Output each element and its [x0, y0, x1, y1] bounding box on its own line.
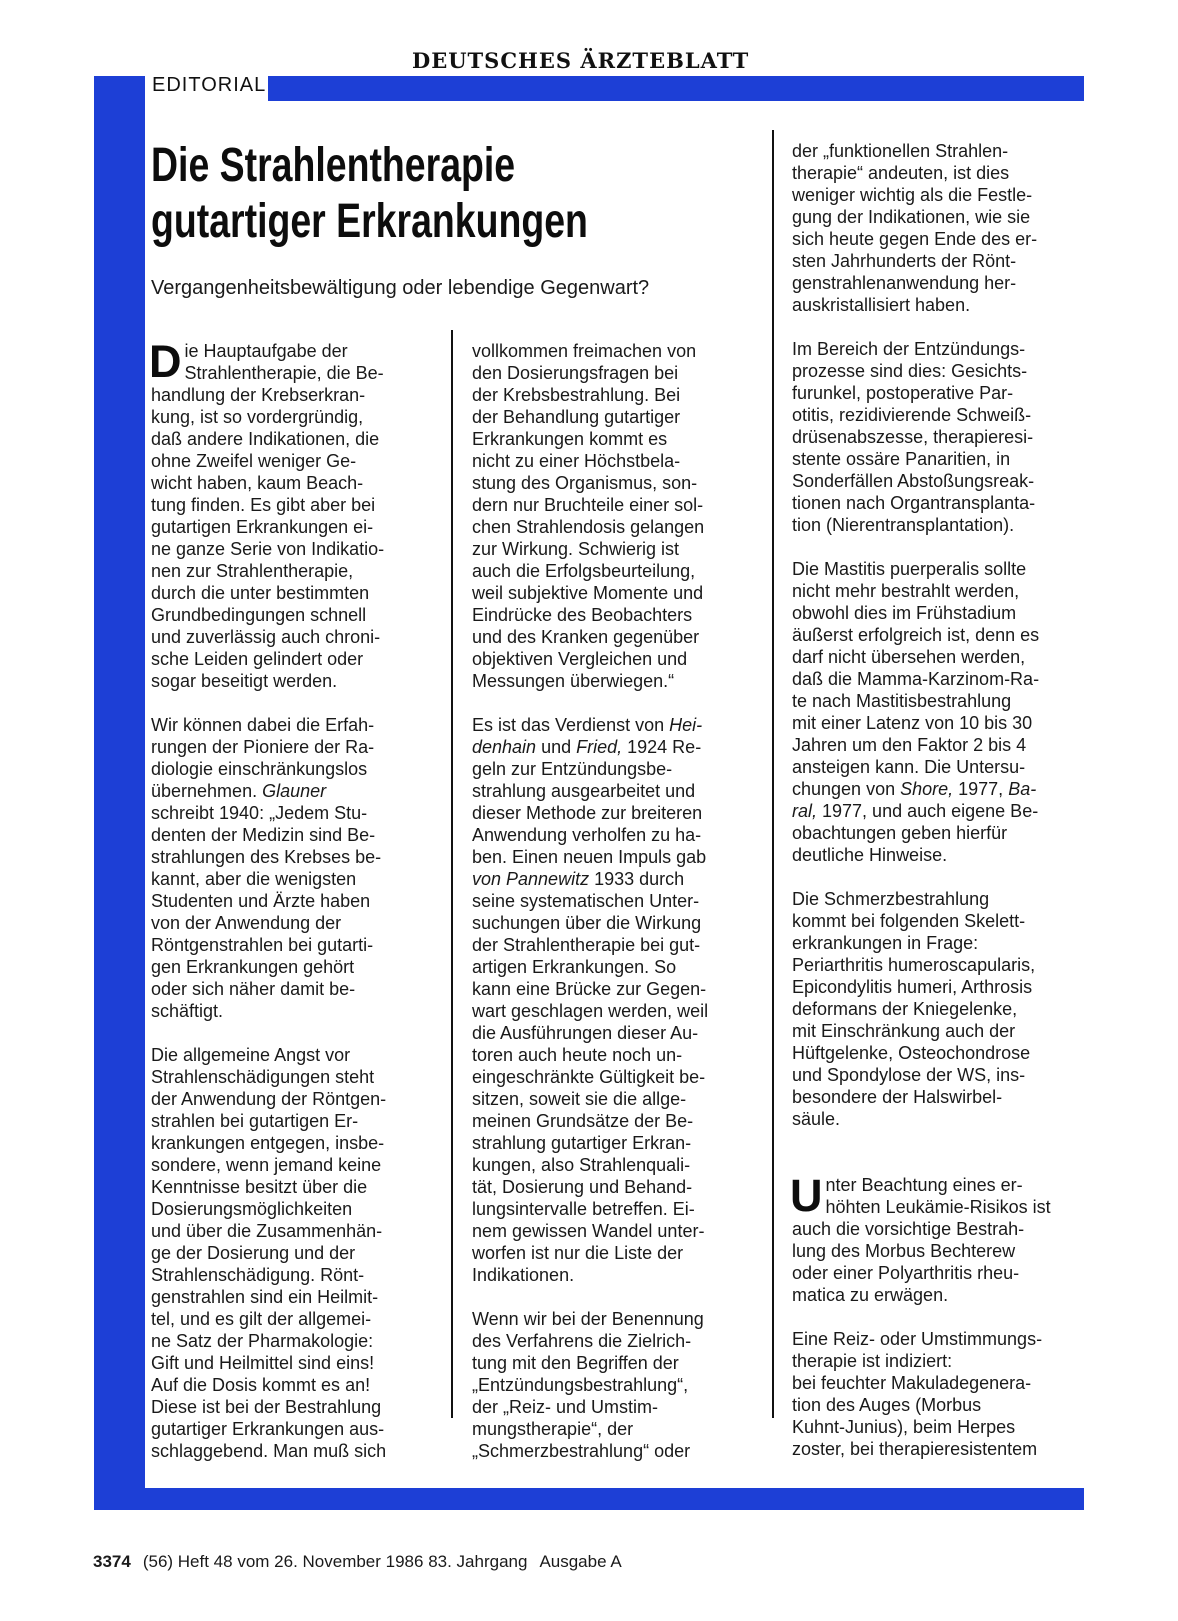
paragraph: Die Mastitis puerperalis sollte nicht mehr bestrahlt werden, obwohl dies im Frühstadium äußerst erfolgreich ist, denn es darf nicht übersehen werden, daß die Mamma-Karzinom-Ra- te nach Mastitisbestrahlung mit einer Latenz von 10 bis 30 Jahren um den Faktor 2 bis 4 ansteigen kann. Die Untersu- chungen von Shore, 1977, Ba- ral, 1977, und auch eigene Be- obachtungen geben hierfür deutliche Hinweise. [792, 559, 1040, 865]
headline-line-2: gutartiger Erkrankungen [151, 195, 588, 248]
accent-bar-bottom [94, 1488, 1084, 1510]
page-footer [93, 1552, 622, 1572]
edition-label: Ausgabe A [539, 1552, 622, 1571]
paragraph: Es ist das Verdienst von Hei- denhain und Fried, 1924 Re- geln zur Entzündungsbe- strahlung ausgearbeitet und dieser Methode zur breiteren Anwendung verholfen zu ha- ben. Einen neuen Impuls gab von Pannewitz 1933 durch seine systematischen Unter- suchungen über die Wirkung der Strahlentherapie bei gut- artigen Erkrankungen. So kann eine Brücke zur Gegen- wart geschlagen werden, weil die Ausführungen dieser Au- toren auch heute noch un- eingeschränkte Gültigkeit be- sitzen, soweit sie die allge- meinen Grundsätze der Be- strahlung gutartiger Erkran- kungen, also Strahlenquali- tät, Dosierung und Behand- lungsintervalle betreffen. Ei- nem gewissen Wandel unter- worfen ist nur die Liste der Indikationen. [472, 715, 709, 1285]
headline [151, 138, 619, 250]
page-number: 3374 [93, 1552, 131, 1571]
author-name: Shore, [900, 779, 954, 799]
article-column-1 [149, 336, 437, 1462]
author-name: Hei- denhain [472, 715, 703, 757]
drop-cap: D [149, 336, 182, 387]
paragraph: Im Bereich der Entzündungs- prozesse sind dies: Gesichts- furunkel, postoperative Par- otitis, rezidivierende Schweiß- drüsenabszesse, therapieresi- stente ossäre Panaritien, in Sonderfällen Abstoßungsreak- tionen nach Organtransplanta- tion (Nierentransplantation). [792, 339, 1036, 535]
issue-info: (56) Heft 48 vom 26. November 1986 83. Jahrgang [142, 1552, 528, 1571]
section-label: EDITORIAL [152, 74, 267, 96]
paragraph: Die Hauptaufgabe der Strahlentherapie, die Be- handlung der Krebserkran- kung, ist so vordergründig, daß andere Indikationen, die ohne Zweifel weniger Ge- wicht haben, kaum Beach- tung finden. Es gibt aber bei gutartigen Erkrankungen ei- ne ganze Serie von Indikatio- nen zur Strahlentherapie, durch die unter bestimmten Grundbedingungen schnell und zuverlässig auch chroni- sche Leiden gelindert oder sogar beseitigt werden. [149, 336, 385, 691]
paragraph: der „funktionellen Strahlen- therapie“ andeuten, ist dies weniger wichtig als die Festle- gung der Indikationen, wie sie sich heute gegen Ende des er- sten Jahrhunderts der Rönt- genstrahlenanwendung her- auskristallisiert haben. [792, 141, 1038, 315]
author-name: Ba- ral, [792, 779, 1037, 821]
column-divider-1 [451, 330, 453, 1418]
paragraph: Die Schmerzbestrahlung kommt bei folgenden Skelett- erkrankungen in Frage: Periarthritis humeroscapularis, Epicondylitis humeri, Arthrosis deformans der Kniegelenke, mit Einschränkung auch der Hüftgelenke, Osteochondrose und Spondylose der WS, ins- besondere der Halswirbel- säule. [792, 889, 1036, 1129]
paragraph: vollkommen freimachen von den Dosierungsfragen bei der Krebsbestrahlung. Bei der Behandlung gutartiger Erkrankungen kommt es nicht zu einer Höchstbela- stung des Organismus, son- dern nur Bruchteile einer sol- chen Strahlendosis gelangen zur Wirkung. Schwierig ist auch die Erfolgsbeurteilung, weil subjektive Momente und Eindrücke des Beobachters und des Kranken gegenüber objektiven Vergleichen und Messungen überwiegen.“ [472, 341, 705, 691]
drop-cap: U [790, 1170, 823, 1221]
masthead: DEUTSCHES ÄRZTEBLATT [412, 48, 750, 73]
author-name: von Pannewitz [472, 869, 590, 889]
paragraph: Wir können dabei die Erfah- rungen der Pioniere der Ra- diologie einschränkungslos übernehmen. Glauner schreibt 1940: „Jedem Stu- denten der Medizin sind Be- strahlungen des Krebses be- kannt, aber die wenigsten Studenten und Ärzte haben von der Anwendung der Röntgenstrahlen bei gutarti- gen Erkrankungen gehört oder sich näher damit be- schäftigt. [151, 715, 382, 1021]
author-name: Fried, [576, 737, 623, 757]
subtitle: Vergangenheitsbewältigung oder lebendige Gegenwart? [151, 277, 650, 299]
paragraph: Unter Beachtung eines er- höhten Leukämie-Risikos ist auch die vorsichtige Bestrah- lung des Morbus Bechterew oder einer Polyarthritis rheu- matica zu erwägen. [790, 1170, 1051, 1305]
article-column-3 [792, 140, 1084, 1460]
paragraph: Die allgemeine Angst vor Strahlenschädigungen steht der Anwendung der Röntgen- strahlen bei gutartigen Er- krankungen entgegen, insbe- sondere, wenn jemand keine Kenntnisse besitzt über die Dosierungsmöglichkeiten und über die Zusammenhän- ge der Dosierung und der Strahlenschädigung. Rönt- genstrahlen sind ein Heilmit- tel, und es gilt der allgemei- ne Satz der Pharmakologie: Gift und Heilmittel sind eins! Auf die Dosis kommt es an! Diese ist bei der Bestrahlung gutartiger Erkrankungen aus- schlaggebend. Man muß sich [151, 1045, 387, 1461]
column-divider-2 [772, 130, 774, 1418]
accent-bar-top [268, 76, 1084, 101]
accent-bar-left [94, 76, 145, 1510]
paragraph: Eine Reiz- oder Umstimmungs- therapie ist indiziert: bei feuchter Makuladegenera- tion des Auges (Morbus Kuhnt-Junius), beim Herpes zoster, bei therapieresistentem [792, 1329, 1043, 1459]
article-column-2 [472, 340, 762, 1462]
headline-line-1: Die Strahlentherapie [151, 139, 516, 192]
author-name: Glauner [262, 781, 327, 801]
paragraph: Wenn wir bei der Benennung des Verfahrens die Zielrich- tung mit den Begriffen der „Entzündungsbestrahlung“, der „Reiz- und Umstim- mungstherapie“, der „Schmerzbestrahlung“ oder [472, 1309, 704, 1461]
